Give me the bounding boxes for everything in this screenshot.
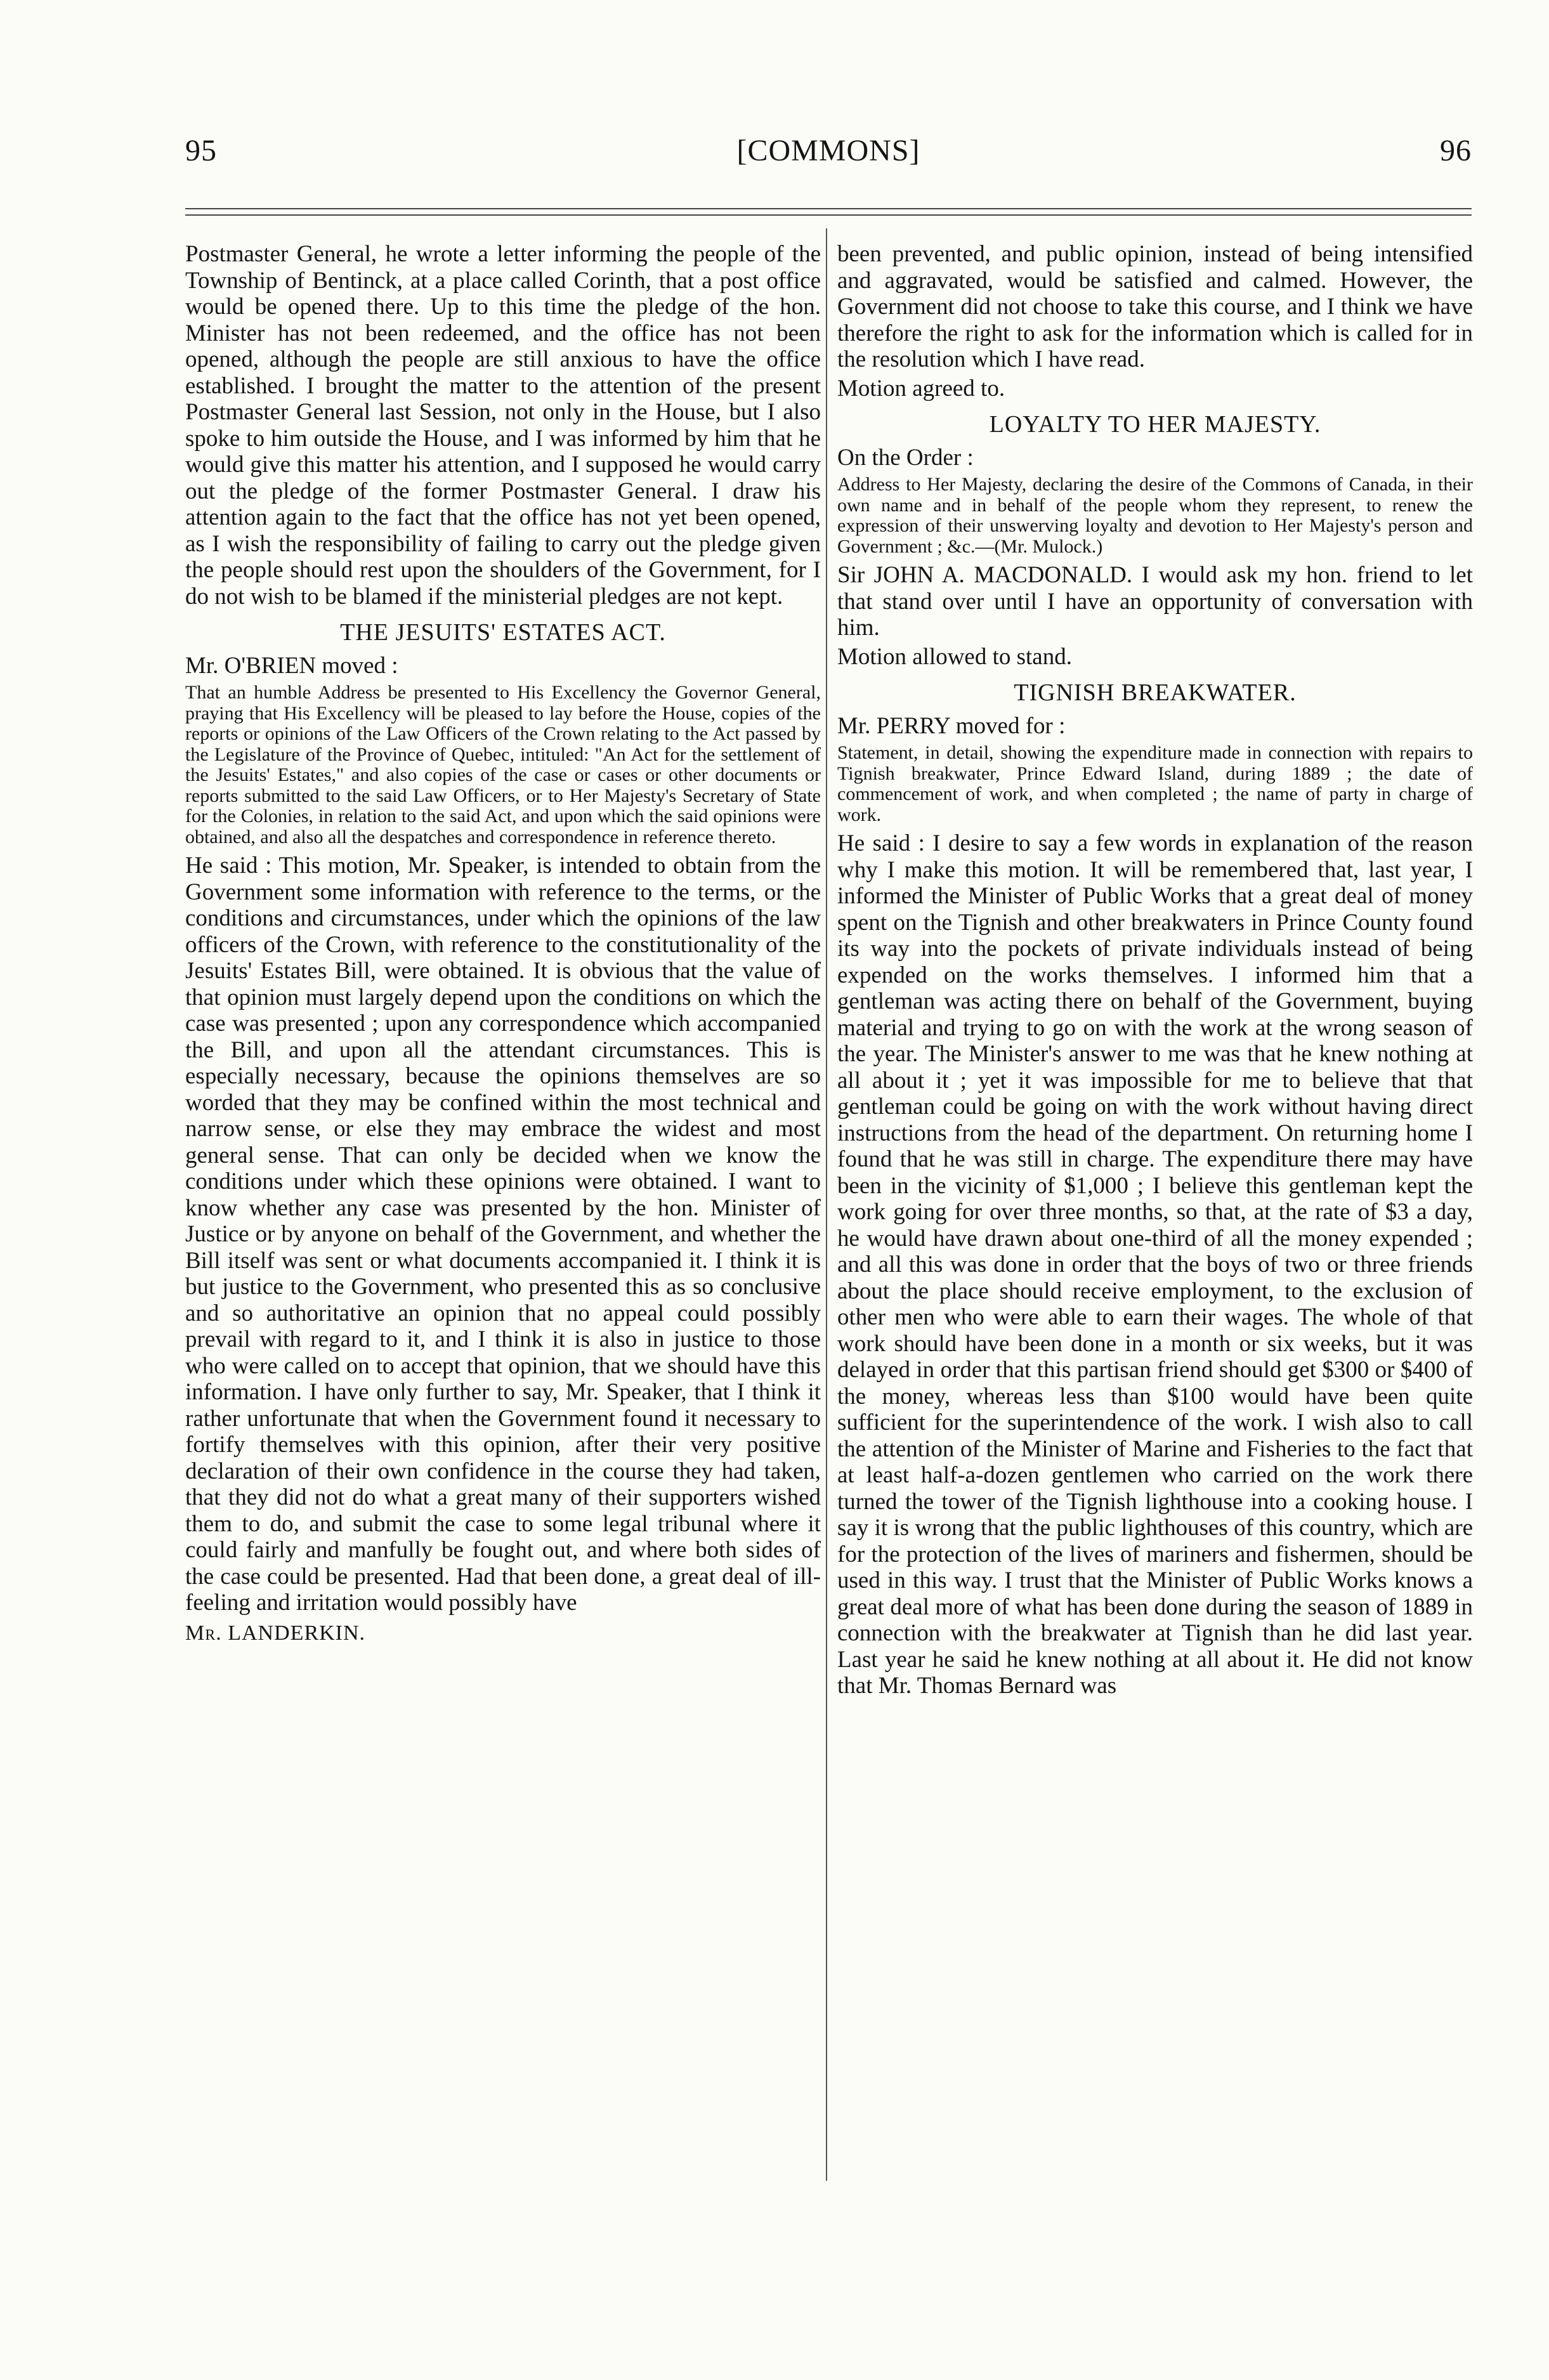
order-label: On the Order : bbox=[837, 444, 974, 471]
address-text: Address to Her Majesty, declaring the desire of the Commons of Canada, in their own name and in behalf of the people whom they represent, to renew the expression of their unswerving loyalty and devotion to Her Majesty's person and Government ; &c.—(Mr. Mulock.) bbox=[837, 474, 1473, 557]
page-footer-speaker bbox=[185, 1620, 821, 1647]
section-heading: TIGNISH BREAKWATER. bbox=[1014, 679, 1297, 706]
right-column bbox=[837, 241, 1473, 1699]
footer-name: Mr. LANDERKIN. bbox=[185, 1621, 366, 1645]
section-heading: THE JESUITS' ESTATES ACT. bbox=[340, 619, 666, 646]
motion-result: Motion agreed to. bbox=[837, 375, 1005, 402]
motion-intro: Mr. O'BRIEN moved : bbox=[185, 652, 398, 679]
paragraph: Sir JOHN A. MACDONALD. I would ask my hon. friend to let that stand over until I have an opportunity of conversation with him. bbox=[837, 562, 1473, 641]
paragraph: Postmaster General, he wrote a letter informing the people of the Township of Bentinck, at a place called Corinth, that a post office would be opened there. Up to this time the pledge of the hon. Minister has not been redeemed, and the office has not been opened, although the people are still anxious to have the office established. I brought the matter to the attention of the present Postmaster General last Session, not only in the House, but I also spoke to him outside the House, and I was informed by him that he would give this matter his attention, and I supposed he would carry out the pledge of the former Postmaster General. I draw his attention again to the fact that the office has not yet been opened, as I wish the responsibility of failing to carry out the pledge given the people should rest upon the shoulders of the Government, for I do not wish to be blamed if the ministerial pledges are not kept. bbox=[185, 241, 821, 610]
page-number-left: 95 bbox=[185, 134, 217, 167]
left-column bbox=[185, 241, 821, 1646]
motion-intro: Mr. PERRY moved for : bbox=[837, 712, 1066, 739]
section-heading: LOYALTY TO HER MAJESTY. bbox=[989, 411, 1321, 438]
address-text: That an humble Address be presented to His Excellency the Governor General, praying that His Excellency will be pleased to lay before the House, copies of the reports or opinions of the Law Officers of the Crown relating to the Act passed by the Legislature of the Province of Quebec, intituled: "An Act for the settlement of the Jesuits' Estates," and also copies of the case or cases or other documents or reports submitted to the said Law Officers, or to Her Majesty's Secretary of State for the Colonies, in relation to the said Act, and upon which the said opinions were obtained, and also all the despatches and correspondence in reference thereto. bbox=[185, 682, 821, 847]
page-number-right: 96 bbox=[1440, 134, 1472, 167]
column-divider bbox=[826, 228, 827, 2181]
running-title: [COMMONS] bbox=[736, 134, 920, 167]
paragraph: been prevented, and public opinion, instead of being intensified and aggravated, would be satisfied and calmed. However, the Government did not choose to take this course, and I think we have therefore the right to ask for the information which is called for in the resolution which I have read. bbox=[837, 241, 1473, 372]
page-header bbox=[185, 133, 1472, 178]
paragraph: He said : This motion, Mr. Speaker, is intended to obtain from the Government some information with reference to the terms, or the conditions and circumstances, under which the opinions of the law officers of the Crown, with reference to the constitutionality of the Jesuits' Estates Bill, were obtained. It is obvious that the value of that opinion must largely depend upon the conditions on which the case was presented ; upon any correspondence which accompanied the Bill, and upon all the attendant circumstances. This is especially necessary, because the opinions themselves are so worded that they may be confined within the most technical and narrow sense, or else they may embrace the widest and most general sense. That can only be decided when we know the conditions under which these opinions were obtained. I want to know whether any case was presented by the hon. Minister of Justice or by anyone on behalf of the Government, and whether the Bill itself was sent or what documents accompanied it. I think it is but justice to the Government, who presented this as so conclusive and so authoritative an opinion that no appeal could possibly prevail with regard to it, and I think it is also in justice to those who were called on to accept that opinion, that we should have this information. I have only further to say, Mr. Speaker, that I think it rather unfortunate that when the Government found it necessary to fortify themselves with this opinion, after their very positive declaration of their own confidence in the course they had taken, that they did not do what a great many of their supporters wished them to do, and submit the case to some legal tribunal where it could fairly and manfully be fought out, and where both sides of the case could be presented. Had that been done, a great deal of ill-feeling and irritation would possibly have bbox=[185, 853, 821, 1616]
statement-text: Statement, in detail, showing the expenditure made in connection with repairs to Tignish breakwater, Prince Edward Island, during 1889 ; the date of commencement of work, and when completed ; the name of party in charge of work. bbox=[837, 742, 1473, 825]
paragraph: He said : I desire to say a few words in explanation of the reason why I make this motion. It will be remembered that, last year, I informed the Minister of Public Works that a great deal of money spent on the Tignish and other breakwaters in Prince County found its way into the pockets of private individuals instead of being expended on the works themselves. I informed him that a gentleman was acting there on behalf of the Government, buying material and trying to go on with the work at the wrong season of the year. The Minister's answer to me was that he knew nothing at all about it ; yet it was impossible for me to believe that that gentleman could be going on with the work without having direct instructions from the head of the department. On returning home I found that he was still in charge. The expenditure there may have been in the vicinity of $1,000 ; I believe this gentleman kept the work going for over three months, so that, at the rate of $3 a day, he would have drawn about one-third of all the money expended ; and all this was done in order that the boys of two or three friends about the place should receive employment, to the exclusion of other men who were able to earn their wages. The whole of that work should have been done in a month or six weeks, but it was delayed in order that this partisan friend should get $300 or $400 of the money, whereas less than $100 would have been quite sufficient for the superintendence of the work. I wish also to call the attention of the Minister of Marine and Fisheries to the fact that at least half-a-dozen gentlemen who carried on the work there turned the tower of the Tignish lighthouse into a cooking house. I say it is wrong that the public lighthouses of this country, which are for the protection of the lives of mariners and fishermen, should be used in this way. I trust that the Minister of Public Works knows a great deal more of what has been done during the season of 1889 in connection with the breakwater at Tignish than he did last year. Last year he said he knew nothing at all about it. He did not know that Mr. Thomas Bernard was bbox=[837, 830, 1473, 1699]
motion-result: Motion allowed to stand. bbox=[837, 643, 1072, 670]
header-rule-bottom bbox=[185, 214, 1472, 216]
header-rule-top bbox=[185, 208, 1472, 209]
